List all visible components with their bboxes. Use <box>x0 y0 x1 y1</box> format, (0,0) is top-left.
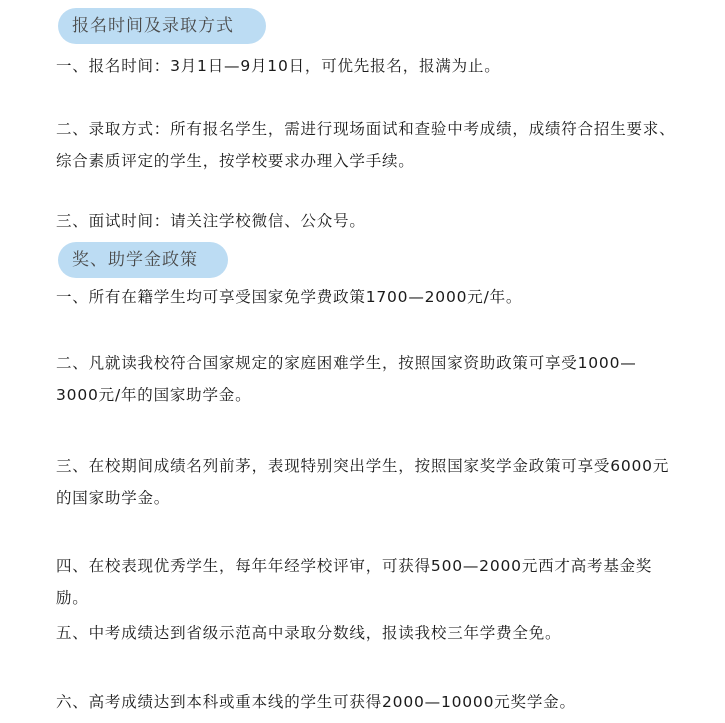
scholarship-policy-3: 三、在校期间成绩名列前茅，表现特别突出学生，按照国家奖学金政策可享受6000元的国家助学金。 <box>56 457 670 507</box>
section-title-enrollment: 报名时间及录取方式 <box>58 8 266 44</box>
enrollment-registration-time: 一、报名时间：3月1日—9月10日，可优先报名，报满为止。 <box>56 57 501 75</box>
scholarship-policy-6: 六、高考成绩达到本科或重本线的学生可获得2000—10000元奖学金。 <box>56 693 576 711</box>
scholarship-policy-2: 二、凡就读我校符合国家规定的家庭困难学生，按照国家资助政策可享受1000—3000元/年的国家助学金。 <box>56 354 637 404</box>
section-title-scholarship: 奖、助学金政策 <box>58 242 228 278</box>
enrollment-admission-method: 二、录取方式：所有报名学生，需进行现场面试和查验中考成绩，成绩符合招生要求、综合素质评定的学生，按学校要求办理入学手续。 <box>56 120 676 170</box>
scholarship-policy-4: 四、在校表现优秀学生，每年年经学校评审，可获得500—2000元西才高考基金奖励。 <box>56 557 653 607</box>
scholarship-policy-5: 五、中考成绩达到省级示范高中录取分数线，报读我校三年学费全免。 <box>56 624 562 642</box>
scholarship-policy-1: 一、所有在籍学生均可享受国家免学费政策1700—2000元/年。 <box>56 288 523 306</box>
enrollment-interview-time: 三、面试时间：请关注学校微信、公众号。 <box>56 212 366 230</box>
